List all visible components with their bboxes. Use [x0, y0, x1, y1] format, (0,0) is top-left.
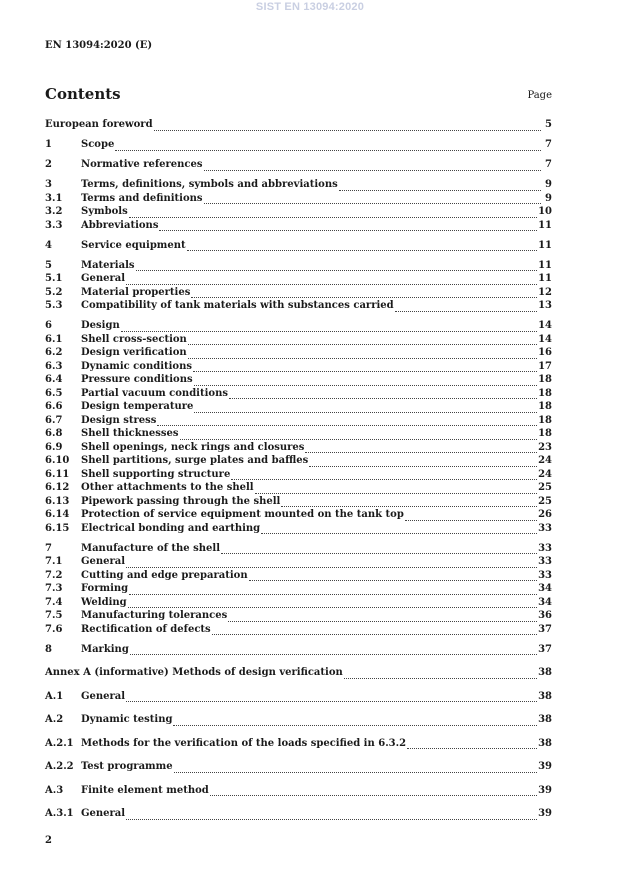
toc-entry-page: 18 [538, 414, 552, 426]
dot-leader [344, 677, 537, 679]
page-number: 2 [45, 835, 52, 846]
toc-entry[interactable] [45, 509, 552, 523]
toc-entry-page: 38 [538, 737, 552, 749]
toc-entry-number: 6.3 [45, 360, 63, 372]
toc-entry-number: 3.1 [45, 192, 63, 204]
toc-entry-number: 7 [45, 542, 52, 554]
toc-entry-number: 7.1 [45, 556, 63, 567]
toc-entry[interactable] [45, 139, 552, 153]
dot-leader [281, 505, 537, 507]
dot-leader [130, 653, 537, 655]
dot-leader [255, 492, 538, 494]
toc-entry-number: 5 [45, 259, 52, 271]
toc-entry-number: A.3 [45, 784, 64, 796]
toc-entry-number: 6.1 [45, 333, 63, 345]
toc-entry-title: Service equipment [81, 239, 186, 251]
toc-entry-page: 12 [538, 286, 552, 298]
dot-leader [174, 771, 537, 773]
dot-leader [173, 724, 537, 726]
toc-entry-page: 39 [538, 808, 552, 819]
toc-entry-title: Test programme [81, 761, 173, 772]
toc-entry-page: 11 [538, 239, 552, 251]
toc-entry-title: Manufacturing tolerances [81, 610, 228, 621]
toc-entry-title: Shell partitions, surge plates and baffles [81, 455, 309, 466]
toc-entry[interactable] [45, 761, 552, 775]
dot-leader [339, 189, 541, 191]
toc-entry[interactable] [45, 428, 552, 442]
toc-entry-page: 34 [538, 583, 552, 594]
toc-entry-page: 33 [538, 522, 552, 534]
toc-entry-page: 5 [545, 119, 552, 130]
toc-entry-number: 6.13 [45, 495, 70, 507]
dot-leader [405, 519, 537, 521]
toc-entry[interactable] [45, 179, 552, 193]
toc-entry-page: 13 [538, 300, 552, 311]
dot-leader [126, 283, 537, 285]
dot-leader [180, 438, 538, 440]
dot-leader [121, 330, 537, 332]
toc-entry-title: Electrical bonding and earthing [81, 522, 261, 534]
toc-entry[interactable] [45, 273, 552, 287]
toc-entry-title: Manufacture of the shell [81, 542, 221, 554]
toc-entry[interactable] [45, 556, 552, 570]
toc-entry-number: 6.5 [45, 387, 63, 399]
toc-entry-number: A.2.2 [45, 761, 74, 772]
toc-entry-page: 18 [538, 387, 552, 399]
dot-leader [136, 269, 538, 271]
toc-entry[interactable] [45, 808, 552, 822]
toc-entry-title: Dynamic testing [81, 714, 173, 725]
toc-entry-number: 6.15 [45, 522, 70, 534]
toc-entry[interactable] [45, 193, 552, 207]
toc-entry-page: 33 [538, 542, 552, 554]
toc-entry-number: A.2.1 [45, 737, 74, 749]
toc-entry[interactable] [45, 667, 552, 681]
toc-entry[interactable] [45, 415, 552, 429]
table-of-contents [45, 119, 552, 822]
toc-entry-page: 11 [538, 273, 552, 284]
toc-entry-title: Methods for the verification of the loads specified in 6.3.2 [81, 737, 407, 749]
toc-entry[interactable] [45, 159, 552, 173]
toc-entry-number: A.1 [45, 690, 64, 702]
toc-entry-page: 18 [538, 374, 552, 385]
toc-entry-title: Shell supporting structure [81, 468, 231, 480]
toc-entry-title: Shell openings, neck rings and closures [81, 441, 305, 453]
toc-entry-page: 38 [538, 667, 552, 678]
toc-entry-page: 17 [538, 360, 552, 372]
toc-entry-page: 37 [538, 623, 552, 635]
toc-entry-title: General [81, 273, 126, 284]
dot-leader [261, 532, 537, 534]
toc-entry-page: 39 [538, 761, 552, 772]
toc-entry-number: A.2 [45, 714, 64, 725]
toc-entry[interactable] [45, 523, 552, 537]
toc-entry-number: 6.14 [45, 509, 70, 520]
toc-entry[interactable] [45, 347, 552, 361]
toc-entry[interactable] [45, 496, 552, 510]
dot-leader [115, 149, 541, 151]
toc-entry-page: 26 [538, 509, 552, 520]
watermark: SIST EN 13094:2020 [255, 1, 365, 13]
toc-entry[interactable] [45, 455, 552, 469]
toc-entry-title: Shell thicknesses [81, 428, 179, 439]
toc-entry[interactable] [45, 610, 552, 624]
toc-entry[interactable] [45, 624, 552, 638]
toc-entry-number: 8 [45, 643, 52, 655]
toc-entry-title: Material properties [81, 286, 191, 298]
toc-entry[interactable] [45, 442, 552, 456]
dot-leader [193, 370, 537, 372]
toc-entry-number: 7.3 [45, 583, 63, 594]
dot-leader [129, 216, 537, 218]
dot-leader [154, 129, 541, 131]
toc-entry-number: 6.6 [45, 401, 63, 412]
dot-leader [126, 700, 537, 702]
dot-leader [212, 633, 537, 635]
toc-entry[interactable] [45, 543, 552, 557]
toc-entry-page: 14 [538, 320, 552, 331]
toc-entry-title: Other attachments to the shell [81, 482, 254, 493]
toc-entry[interactable] [45, 469, 552, 483]
toc-entry-title: Cutting and edge preparation [81, 569, 248, 581]
toc-entry-page: 7 [545, 159, 552, 170]
toc-entry[interactable] [45, 583, 552, 597]
toc-entry-number: 5.3 [45, 300, 63, 311]
toc-entry-number: 1 [45, 139, 52, 150]
toc-entry-title: Normative references [81, 159, 203, 170]
toc-entry-page: 24 [538, 455, 552, 466]
toc-entry-page: 25 [538, 495, 552, 507]
dot-leader [188, 343, 537, 345]
toc-entry-title: Design stress [81, 414, 157, 426]
toc-entry-page: 9 [545, 192, 552, 204]
toc-entry[interactable] [45, 714, 552, 728]
toc-entry-page: 38 [538, 714, 552, 725]
toc-entry-number: 7.4 [45, 596, 63, 608]
toc-entry-title: General [81, 690, 126, 702]
toc-entry-page: 10 [538, 206, 552, 217]
toc-entry[interactable] [45, 401, 552, 415]
toc-entry-number: 7.6 [45, 623, 63, 635]
toc-entry-page: 24 [538, 468, 552, 480]
toc-entry-title: Design [81, 320, 120, 331]
toc-entry[interactable] [45, 597, 552, 611]
toc-entry-title: Materials [81, 259, 135, 271]
toc-entry-title: Symbols [81, 206, 128, 217]
toc-entry-title: Compatibility of tank materials with substances carried [81, 300, 394, 311]
dot-leader [194, 411, 537, 413]
toc-entry[interactable] [45, 260, 552, 274]
toc-entry-title: Pipework passing through the shell [81, 495, 281, 507]
toc-entry-page: 18 [538, 401, 552, 412]
toc-entry-number: 3 [45, 179, 52, 190]
toc-entry[interactable] [45, 361, 552, 375]
toc-entry-number: 7.5 [45, 610, 63, 621]
dot-leader [128, 606, 537, 608]
toc-entry-title: Forming [81, 583, 129, 594]
toc-entry-page: 23 [538, 441, 552, 453]
toc-entry[interactable] [45, 785, 552, 799]
toc-entry-title: General [81, 556, 126, 567]
toc-entry[interactable] [45, 570, 552, 584]
toc-entry-title: Terms, definitions, symbols and abbreviations [81, 179, 338, 190]
toc-entry-title: Shell cross-section [81, 333, 187, 345]
toc-entry-number: 6 [45, 320, 52, 331]
toc-entry-number: 5.2 [45, 286, 63, 298]
toc-entry-page: 33 [538, 556, 552, 567]
toc-entry-page: 16 [538, 347, 552, 358]
toc-entry-title: Welding [81, 596, 127, 608]
dot-leader [194, 384, 537, 386]
toc-entry[interactable] [45, 644, 552, 658]
dot-leader [228, 620, 537, 622]
toc-entry-number: 6.4 [45, 374, 63, 385]
toc-entry-number: 3.3 [45, 219, 63, 231]
toc-entry[interactable] [45, 482, 552, 496]
toc-entry-page: 37 [538, 643, 552, 655]
toc-entry-title: Pressure conditions [81, 374, 193, 385]
toc-entry-page: 9 [545, 179, 552, 190]
toc-entry-number: 3.2 [45, 206, 63, 217]
toc-entry[interactable] [45, 287, 552, 301]
toc-entry[interactable] [45, 738, 552, 752]
toc-entry[interactable] [45, 206, 552, 220]
dot-leader [210, 794, 537, 796]
toc-entry[interactable] [45, 320, 552, 334]
toc-entry-title: Abbreviations [81, 219, 159, 231]
toc-entry-number: 7.2 [45, 569, 63, 581]
toc-entry-page: 11 [538, 219, 552, 231]
toc-entry-number: 6.11 [45, 468, 70, 480]
toc-entry-title: Rectification of defects [81, 623, 211, 635]
dot-leader [204, 169, 542, 171]
toc-entry-page: 11 [538, 259, 552, 271]
toc-entry-page: 39 [538, 784, 552, 796]
toc-entry-page: 33 [538, 569, 552, 581]
toc-entry-title: General [81, 808, 126, 819]
toc-entry-page: 14 [538, 333, 552, 345]
toc-entry-title: Dynamic conditions [81, 360, 192, 372]
dot-leader [191, 296, 537, 298]
toc-entry-title: Design temperature [81, 401, 194, 412]
toc-entry[interactable] [45, 374, 552, 388]
dot-leader [157, 424, 537, 426]
toc-entry-page: 36 [538, 610, 552, 621]
toc-entry[interactable] [45, 691, 552, 705]
toc-entry-page: 7 [545, 139, 552, 150]
toc-entry-title: Finite element method [81, 784, 209, 796]
dot-leader [188, 357, 537, 359]
toc-entry-title: Marking [81, 643, 129, 655]
toc-entry-number: 4 [45, 239, 52, 251]
toc-entry-page: 38 [538, 690, 552, 702]
dot-leader [249, 579, 537, 581]
toc-entry[interactable] [45, 240, 552, 254]
toc-entry-number: 2 [45, 159, 52, 170]
dot-leader [129, 593, 537, 595]
dot-leader [309, 465, 537, 467]
dot-leader [305, 451, 537, 453]
toc-entry[interactable] [45, 388, 552, 402]
dot-leader [395, 310, 537, 312]
dot-leader [126, 818, 537, 820]
dot-leader [159, 229, 537, 231]
dot-leader [407, 747, 537, 749]
toc-entry[interactable] [45, 220, 552, 234]
dot-leader [204, 202, 541, 204]
toc-entry-number: 5.1 [45, 273, 63, 284]
toc-entry-page: 25 [538, 482, 552, 493]
toc-entry[interactable] [45, 334, 552, 348]
toc-entry-title: Design verification [81, 347, 187, 358]
toc-entry-number: 6.12 [45, 482, 70, 493]
toc-entry-page: 18 [538, 428, 552, 439]
toc-entry[interactable] [45, 119, 552, 133]
document-id: EN 13094:2020 (E) [45, 40, 153, 51]
dot-leader [187, 249, 537, 251]
toc-entry-title: Terms and definitions [81, 192, 203, 204]
page-title: Contents [45, 85, 121, 103]
dot-leader [221, 552, 537, 554]
toc-entry-title: Protection of service equipment mounted on the tank top [81, 509, 404, 520]
toc-entry-number: A.3.1 [45, 808, 74, 819]
toc-entry-title: Scope [81, 139, 115, 150]
page-column-label: Page [527, 90, 552, 101]
toc-entry-number: 6.10 [45, 455, 70, 466]
toc-entry-number: 6.9 [45, 441, 63, 453]
toc-entry-page: 34 [538, 596, 552, 608]
dot-leader [229, 397, 537, 399]
dot-leader [126, 566, 537, 568]
toc-entry[interactable] [45, 300, 552, 314]
toc-entry-title: Partial vacuum conditions [81, 387, 228, 399]
toc-entry-title: European foreword [45, 119, 153, 130]
toc-entry-number: 6.8 [45, 428, 63, 439]
toc-entry-title: Annex A (informative) Methods of design verification [45, 667, 343, 678]
toc-entry-number: 6.2 [45, 347, 63, 358]
dot-leader [231, 478, 537, 480]
toc-entry-number: 6.7 [45, 414, 63, 426]
